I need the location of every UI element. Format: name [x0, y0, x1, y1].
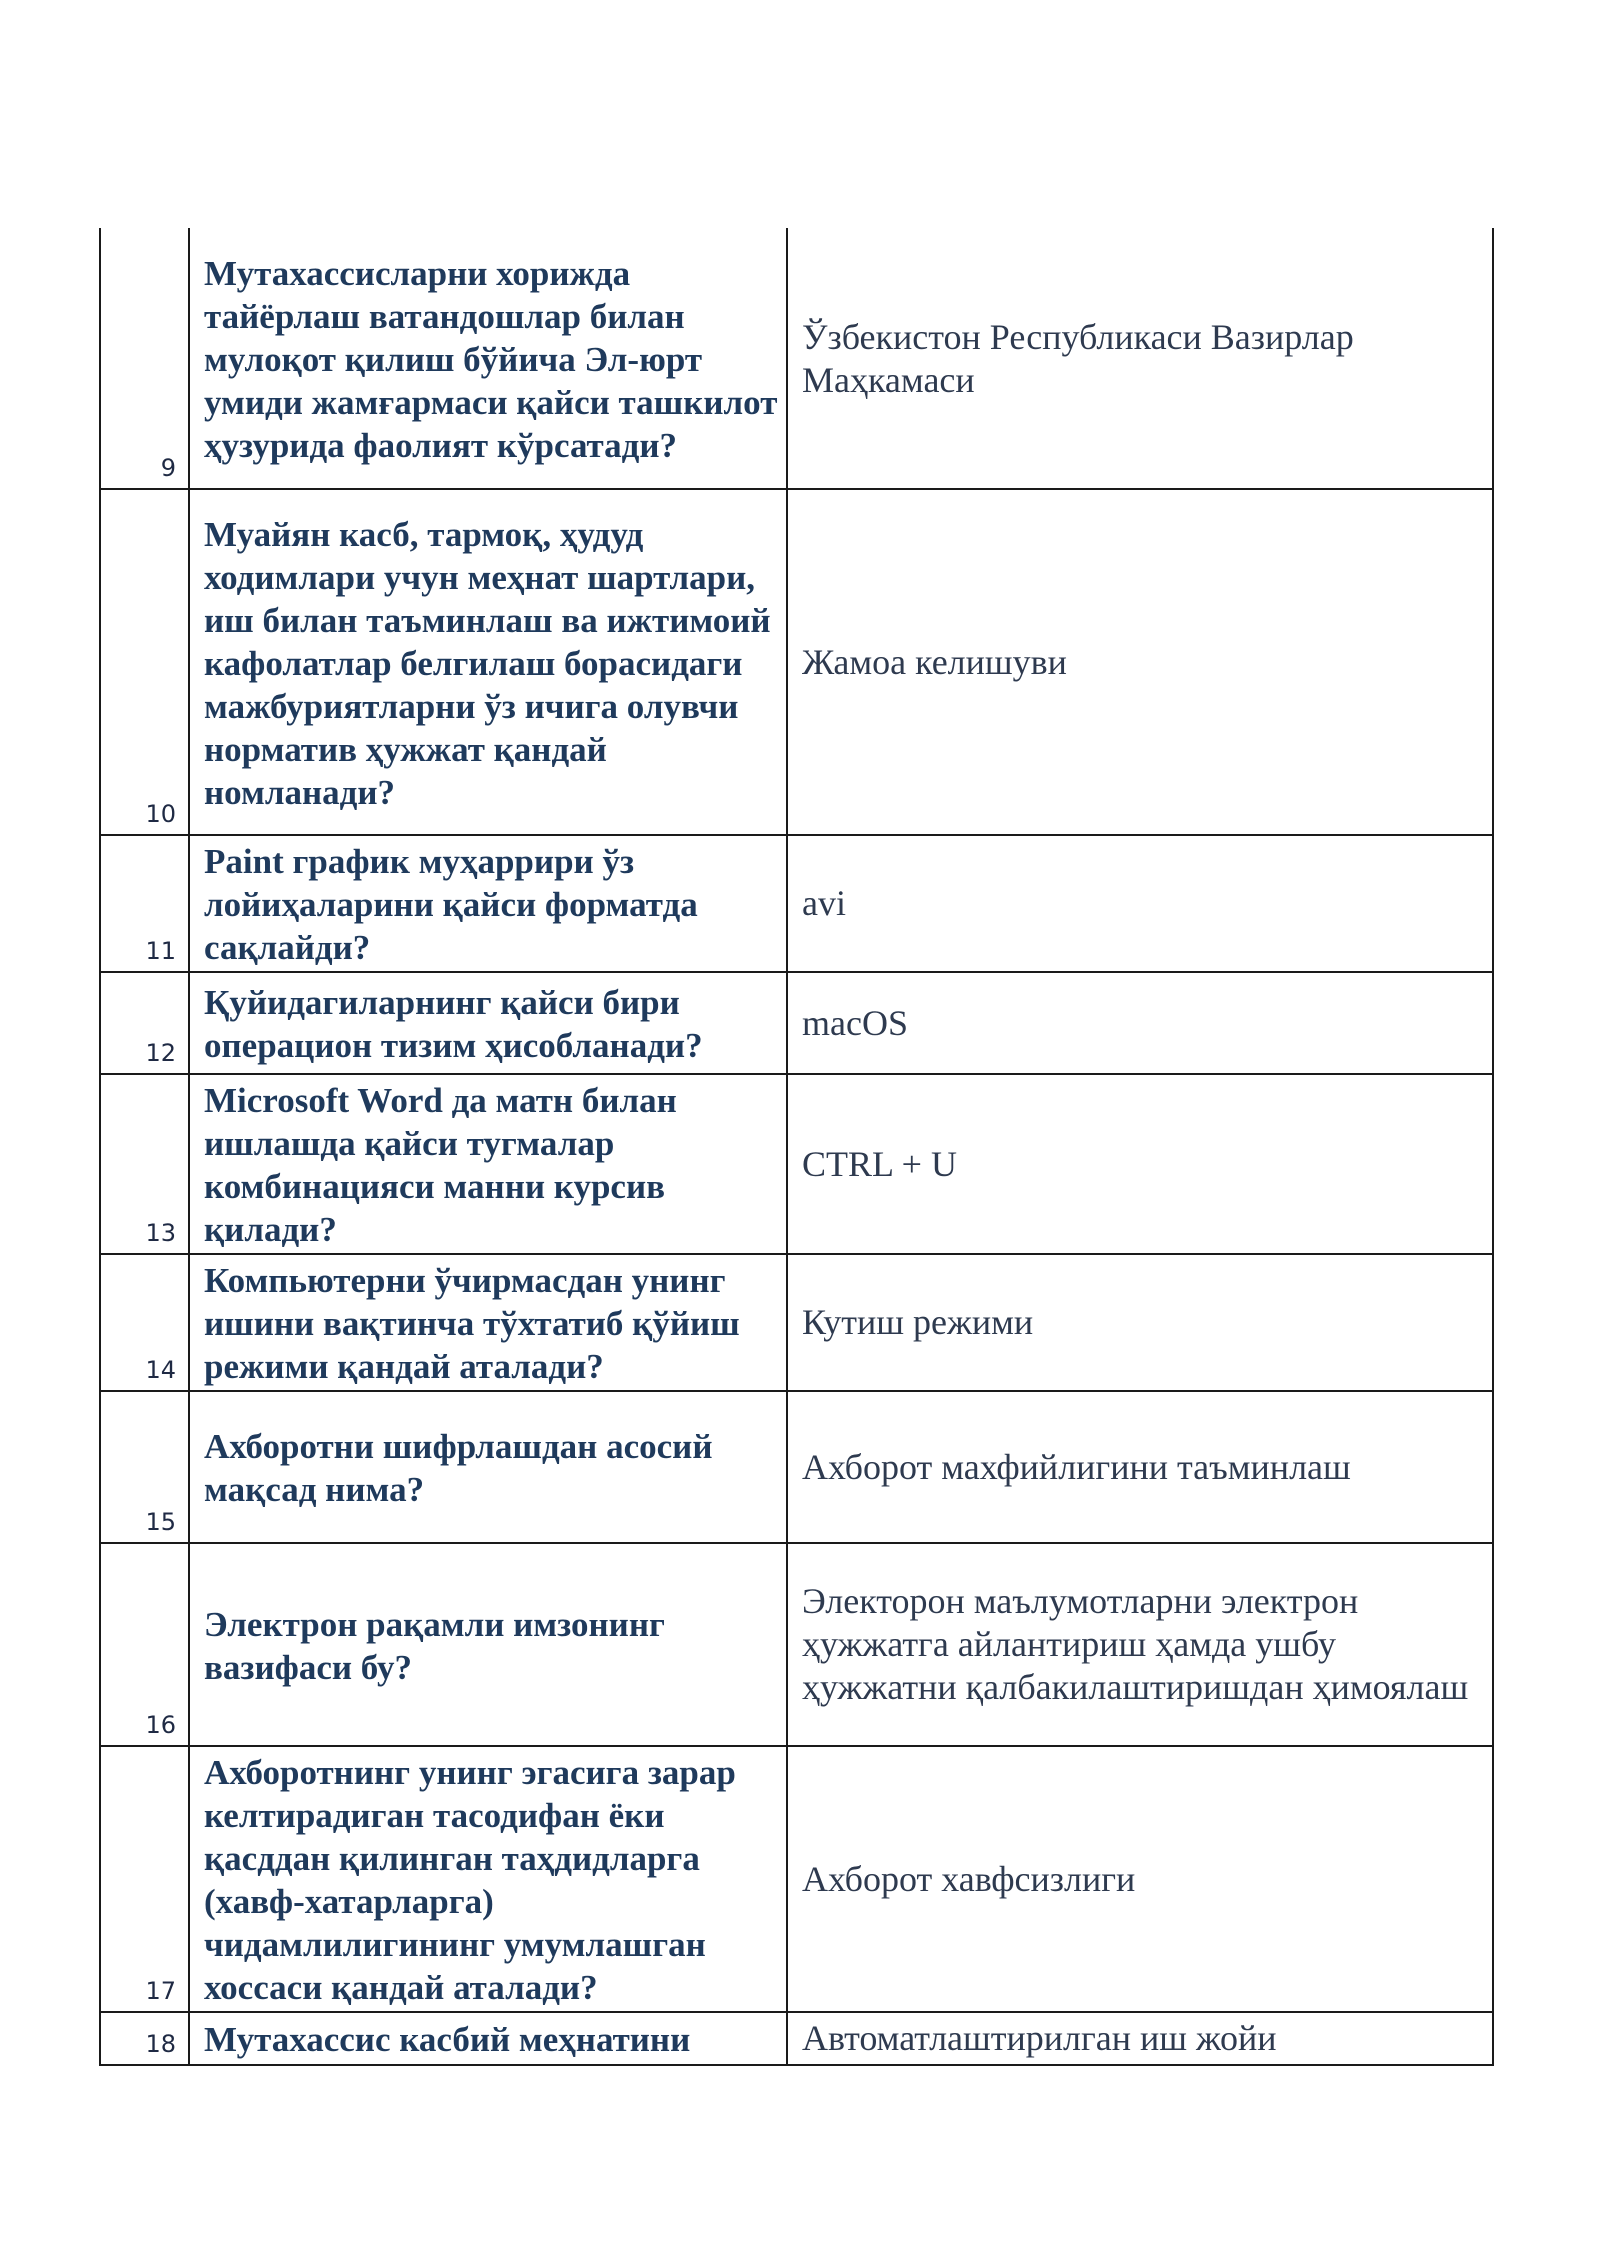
row-number: 14: [100, 1254, 189, 1391]
row-number: 16: [100, 1543, 189, 1746]
answer-text: Ахборот хавфсизлиги: [802, 1858, 1136, 1899]
question-text: Мутахассисларни хорижда тайёрлаш ватандошлар билан мулоқот қилиш бўйича Эл-юрт умиди жамғармаси қайси ташкилот ҳузурида фаолият кўрсатади?: [204, 253, 778, 465]
answer-cell: [787, 228, 1493, 489]
table-row: [100, 1074, 1493, 1254]
question-cell: [189, 228, 787, 489]
question-cell: [189, 972, 787, 1074]
row-number: 12: [100, 972, 189, 1074]
answer-cell: [787, 1254, 1493, 1391]
row-number: 15: [100, 1391, 189, 1543]
answer-text: Жамоа келишуви: [802, 641, 1067, 682]
question-cell: [189, 1543, 787, 1746]
question-text: Мутахассис касбий меҳнатини: [204, 2020, 691, 2059]
answer-cell: [787, 1746, 1493, 2012]
question-cell: [189, 835, 787, 972]
table-row: [100, 1254, 1493, 1391]
question-text: Қуйидагиларнинг қайси бири операцион тизим ҳисобланади?: [204, 983, 703, 1065]
answer-text: avi: [802, 883, 846, 923]
row-number: 11: [100, 835, 189, 972]
table-row: [100, 1543, 1493, 1746]
question-text: Компьютерни ўчирмасдан унинг ишини вақтинча тўхтатиб қўйиш режими қандай аталади?: [204, 1261, 740, 1386]
question-cell: [189, 489, 787, 835]
answer-text: macOS: [802, 1002, 908, 1043]
answer-text: Ахборот махфийлигини таъминлаш: [802, 1446, 1351, 1487]
table-row: [100, 835, 1493, 972]
question-text: Paint график муҳаррири ўз лойиҳаларини қайси форматда сақлайди?: [204, 842, 698, 967]
answer-cell: [787, 2012, 1493, 2065]
qa-table: [99, 228, 1494, 2066]
row-number: 9: [100, 228, 189, 489]
question-text: Ахборотни шифрлашдан асосий мақсад нима?: [204, 1427, 713, 1509]
answer-cell: [787, 1391, 1493, 1543]
answer-text: Кутиш режими: [802, 1302, 1034, 1342]
row-number: 17: [100, 1746, 189, 2012]
table-row: [100, 489, 1493, 835]
row-number: 10: [100, 489, 189, 835]
answer-text: Электорон маълумотларни электрон ҳужжатга айлантириш ҳамда ушбу ҳужжатни қалбакилаштиришдан ҳимоялаш: [802, 1581, 1469, 1707]
answer-text: CTRL + U: [802, 1143, 957, 1184]
answer-cell: [787, 1543, 1493, 1746]
question-cell: [189, 1391, 787, 1543]
question-cell: [189, 1746, 787, 2012]
question-text: Муайян касб, тармоқ, ҳудуд ходимлари учун меҳнат шартлари, иш билан таъминлаш ва ижтимоий кафолатлар белгилаш борасидаги мажбуриятларни ўз ичига олувчи норматив ҳужжат қандай номланади?: [204, 514, 771, 812]
question-text: Электрон рақамли имзонинг вазифаси бу?: [204, 1604, 665, 1687]
row-number: 13: [100, 1074, 189, 1254]
question-cell: [189, 1254, 787, 1391]
answer-text: Автоматлаштирилган иш жойи: [802, 2018, 1277, 2058]
table-row: [100, 228, 1493, 489]
question-text: Ахборотнинг унинг эгасига зарар келтирадиган тасодифан ёки қасддан қилинган таҳдидларга (хавф-хатарларга) чидамлилигининг умумлашган хоссаси қандай аталади?: [204, 1753, 736, 2007]
answer-cell: [787, 489, 1493, 835]
question-text: Microsoft Word да матн билан ишлашда қайси тугмалар комбинацияси манни курсив қилади?: [204, 1081, 677, 1249]
row-number: 18: [100, 2012, 189, 2065]
table-row: [100, 2012, 1493, 2065]
answer-cell: [787, 1074, 1493, 1254]
question-cell: [189, 2012, 787, 2065]
answer-cell: [787, 835, 1493, 972]
answer-cell: [787, 972, 1493, 1074]
table-row: [100, 972, 1493, 1074]
question-cell: [189, 1074, 787, 1254]
table-row: [100, 1746, 1493, 2012]
table-row: [100, 1391, 1493, 1543]
answer-text: Ўзбекистон Республикаси Вазирлар Маҳкамаси: [802, 317, 1354, 400]
